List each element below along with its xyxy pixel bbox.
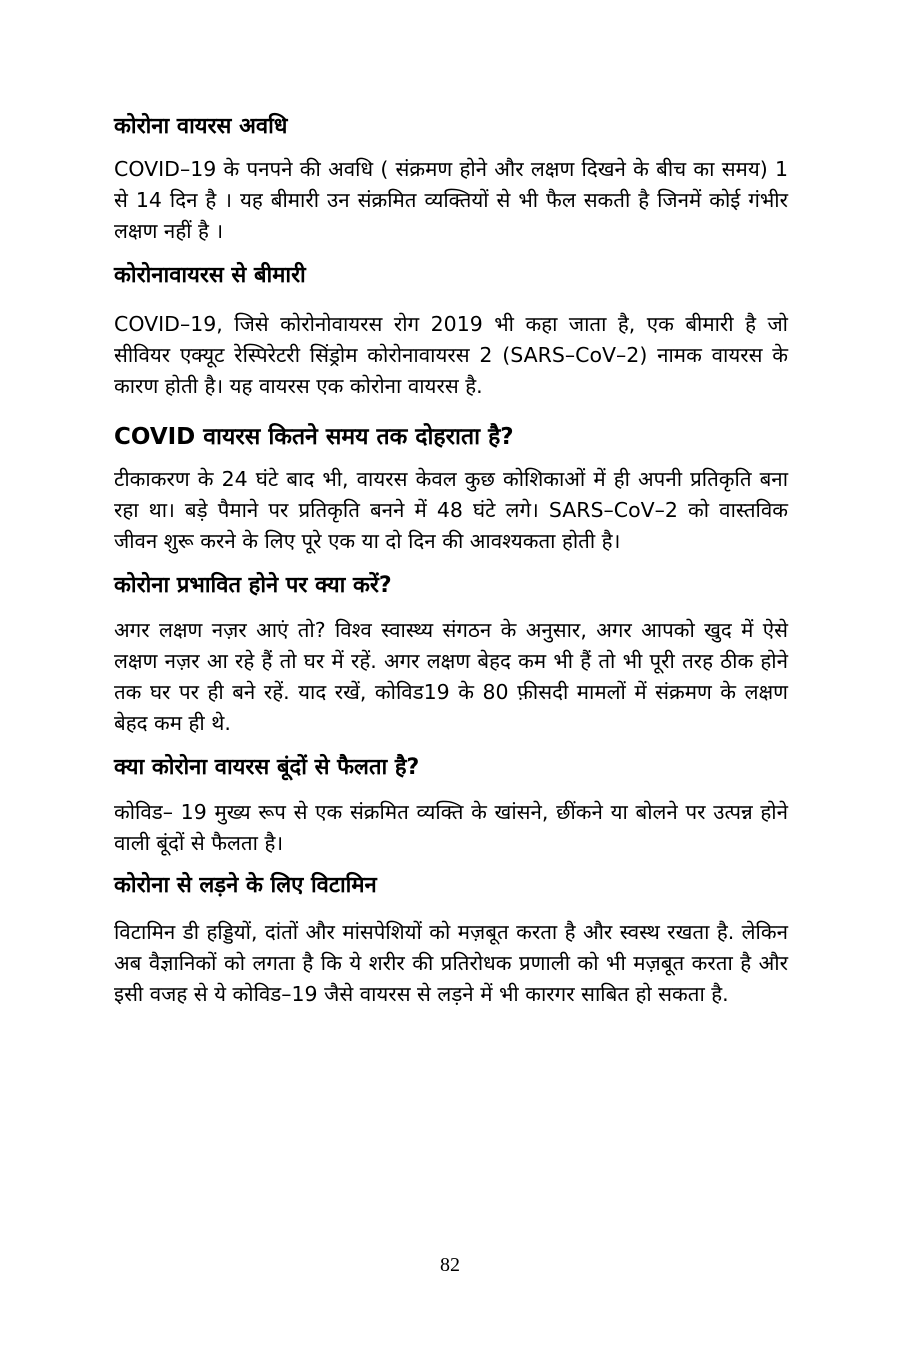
document-page (114, 108, 788, 1010)
section-body-droplets: कोविड– 19 मुख्य रूप से एक संक्रमित व्यक्ति के खांसने, छींकने या बोलने पर उत्पन्न होने वाली बूंदों से फैलता है। (114, 800, 788, 855)
section-body-replication: टीकाकरण के 24 घंटे बाद भी, वायरस केवल कुछ कोशिकाओं में ही अपनी प्रतिकृति बना रहा था। बड़े पैमाने पर प्रतिकृति बनने में 48 घंटे लगे। SARS–CoV–2 को वास्तविक जीवन शुरू करने के लिए पूरे एक या दो दिन की आवश्यकता होती है। (114, 467, 788, 553)
section-body-disease: COVID–19, जिसे कोरोनोवायरस रोग 2019 भी कहा जाता है, एक बीमारी है जो सीवियर एक्यूट रेस्पिरेटरी सिंड्रोम कोरोनावायरस 2 (SARS–CoV–2) नामक वायरस के कारण होती है। यह वायरस एक कोरोना वायरस है. (114, 312, 788, 398)
section-heading-disease: कोरोनावायरस से बीमारी (114, 263, 306, 288)
section-body-vitamin: विटामिन डी हड्डियों, दांतों और मांसपेशियों को मज़बूत करता है और स्वस्थ रखता है. लेकिन अब वैज्ञानिकों को लगता है कि ये शरीर की प्रतिरोधक प्रणाली को भी मज़बूत करता है और इसी वजह से ये कोविड–19 जैसे वायरस से लड़ने में भी कारगर साबित हो सकता है. (114, 920, 788, 1006)
section-heading-vitamin: कोरोना से लड़ने के लिए विटामिन (114, 873, 377, 898)
section-body-what-to-do: अगर लक्षण नज़र आएं तो? विश्व स्वास्थ्य संगठन के अनुसार, अगर आपको खुद में ऐसे लक्षण नज़र आ रहे हैं तो घर में रहें. अगर लक्षण बेहद कम भी हैं तो भी पूरी तरह ठीक होने तक घर पर ही बने रहें. याद रखें, कोविड19 के 80 फ़ीसदी मामलों में संक्रमण के लक्षण बेहद कम ही थे. (114, 618, 788, 735)
section-heading-incubation: कोरोना वायरस अवधि (114, 114, 288, 139)
section-heading-replication: COVID वायरस कितने समय तक दोहराता है? (114, 424, 514, 450)
page-number: 82 (440, 1254, 460, 1276)
section-body-incubation: COVID–19 के पनपने की अवधि ( संक्रमण होने और लक्षण दिखने के बीच का समय) 1 से 14 दिन है । यह बीमारी उन संक्रमित व्यक्तियों से भी फैल सकती है जिनमें कोई गंभीर लक्षण नहीं है । (114, 157, 788, 243)
section-heading-what-to-do: कोरोना प्रभावित होने पर क्या करें? (114, 573, 392, 598)
section-heading-droplets: क्या कोरोना वायरस बूंदों से फैलता है? (114, 755, 420, 780)
